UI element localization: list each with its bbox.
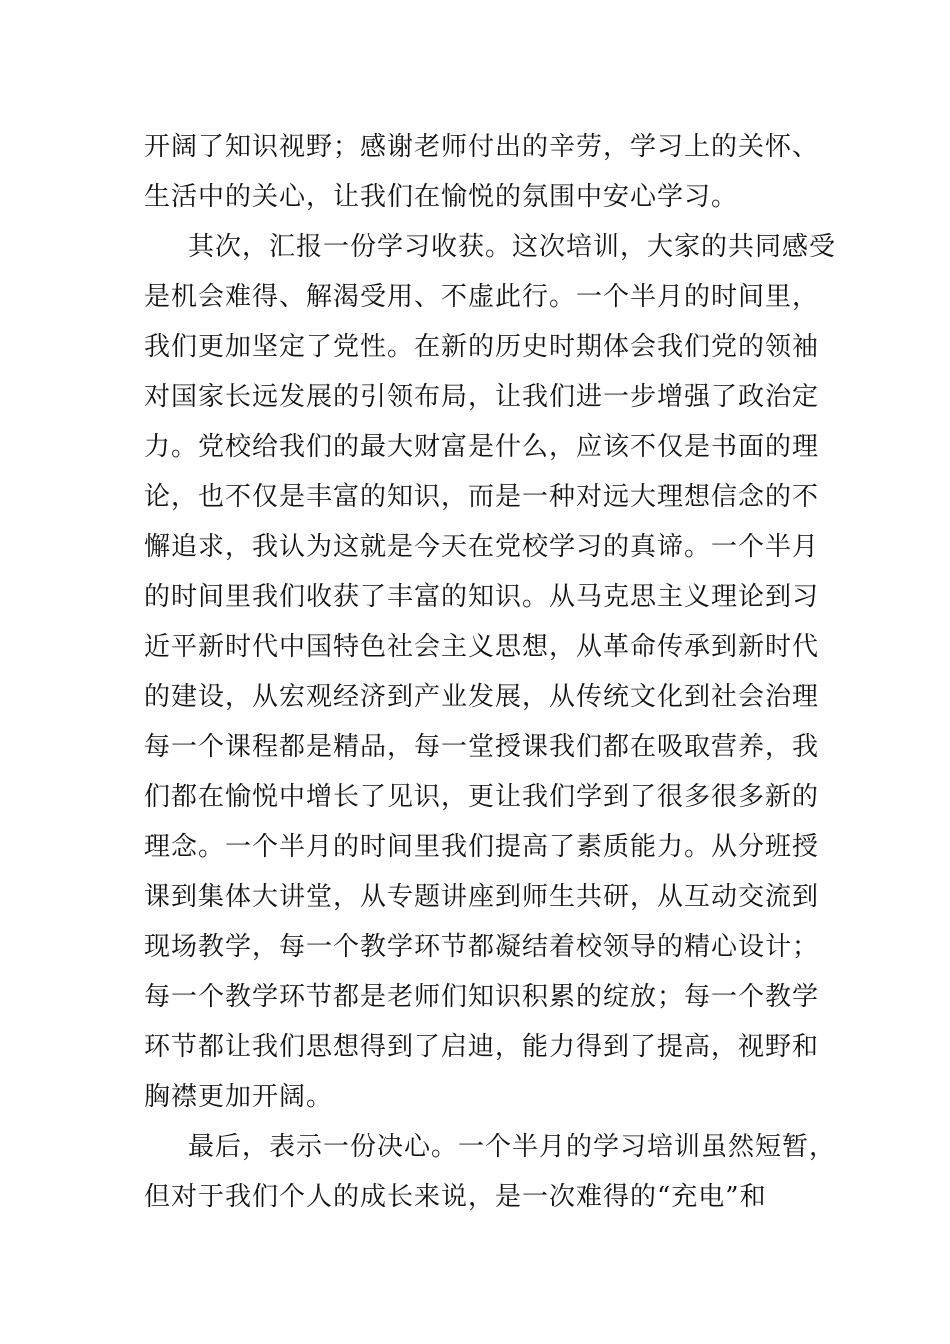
text-line: 们都在愉悦中增长了见识，更让我们学到了很多很多新的 — [144, 782, 820, 812]
text-line: 生活中的关心，让我们在愉悦的氛围中安心学习。 — [144, 182, 739, 212]
text-line: 我们更加坚定了党性。在新的历史时期体会我们党的领袖 — [144, 332, 820, 362]
text-line: 每一个教学环节都是老师们知识积累的绽放；每一个教学 — [144, 982, 820, 1012]
text-line: 对国家长远发展的引领布局，让我们进一步增强了政治定 — [144, 382, 820, 412]
text-line: 论，也不仅是丰富的知识，而是一种对远大理想信念的不 — [144, 482, 820, 512]
text-line: 懈追求，我认为这就是今天在党校学习的真谛。一个半月 — [144, 532, 820, 562]
text-line: 现场教学，每一个教学环节都凝结着校领导的精心设计； — [144, 932, 820, 962]
text-line: 开阔了知识视野；感谢老师付出的辛劳，学习上的关怀、 — [144, 132, 820, 162]
text-line: 的时间里我们收获了丰富的知识。从马克思主义理论到习 — [144, 582, 820, 612]
text-line: 其次，汇报一份学习收获。这次培训，大家的共同感受 — [188, 232, 837, 262]
text-line: 理念。一个半月的时间里我们提高了素质能力。从分班授 — [144, 832, 820, 862]
text-line: 最后，表示一份决心。一个半月的学习培训虽然短暂， — [188, 1132, 837, 1162]
text-line: 力。党校给我们的最大财富是什么，应该不仅是书面的理 — [144, 432, 820, 462]
text-line: 近平新时代中国特色社会主义思想，从革命传承到新时代 — [144, 632, 820, 662]
text-line: 课到集体大讲堂，从专题讲座到师生共研，从互动交流到 — [144, 882, 820, 912]
text-line: 胸襟更加开阔。 — [144, 1082, 334, 1112]
text-line: 每一个课程都是精品，每一堂授课我们都在吸取营养，我 — [144, 732, 820, 762]
text-line: 环节都让我们思想得到了启迪，能力得到了提高，视野和 — [144, 1032, 820, 1062]
text-line: 但对于我们个人的成长来说，是一次难得的“充电”和 — [144, 1182, 767, 1212]
text-line: 的建设，从宏观经济到产业发展，从传统文化到社会治理 — [144, 682, 820, 712]
text-line: 是机会难得、解渴受用、不虚此行。一个半月的时间里， — [144, 282, 820, 312]
body-text — [144, 122, 837, 1222]
